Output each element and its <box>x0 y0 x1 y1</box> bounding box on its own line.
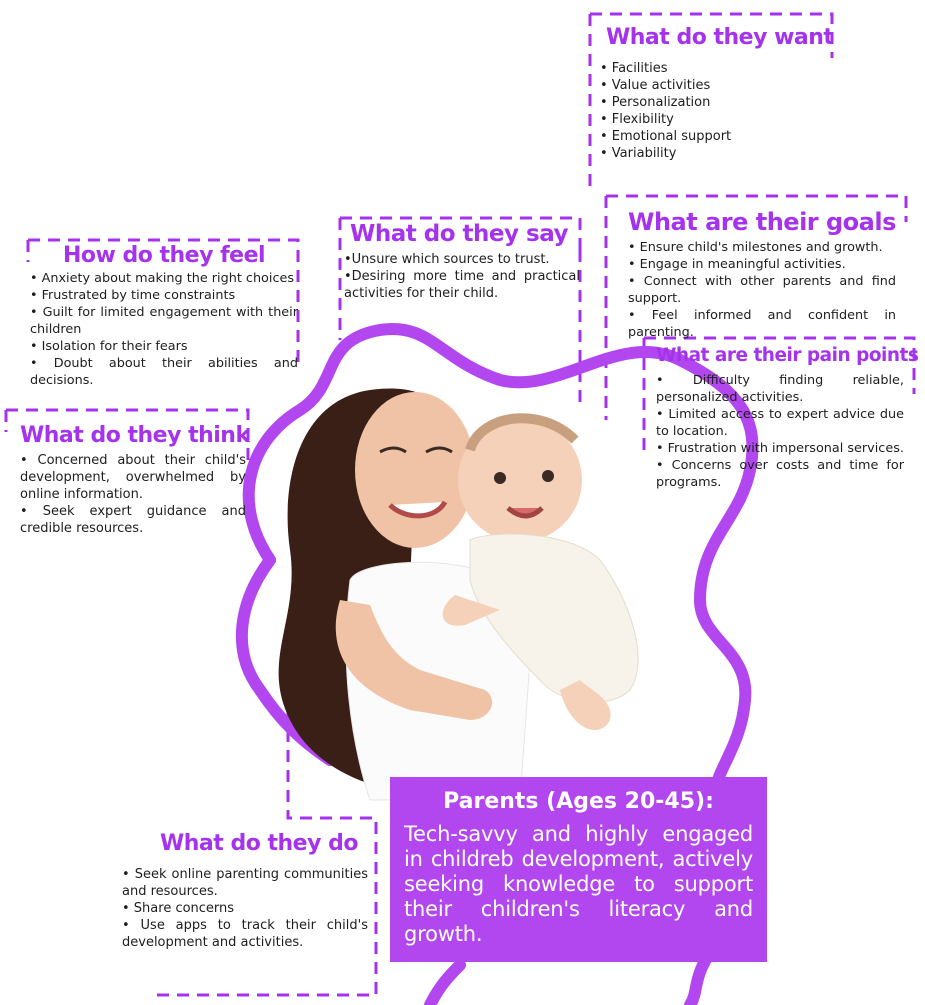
list-item: •Unsure which sources to trust. <box>344 252 550 268</box>
list-item: • Isolation for their fears <box>30 339 188 355</box>
think-title: What do they think <box>20 423 250 448</box>
list-item: • Share concerns <box>122 901 235 917</box>
persona-description: Tech-savvy and highly engaged in childreb development, actively seeking knowledge to support their children's literacy and growth. <box>404 822 753 946</box>
list-item: • Feel informed and confident in parenting. <box>628 308 896 341</box>
do-title: What do they do <box>160 831 358 856</box>
want-title: What do they want <box>606 25 834 50</box>
list-item: • Seek expert guidance and credible resources. <box>20 504 246 537</box>
do-section <box>122 832 368 951</box>
goals-list <box>628 239 896 341</box>
list-item: • Frustration with impersonal services. <box>656 441 904 457</box>
list-item: • Guilt for limited engagement with their children <box>30 305 298 338</box>
want-list <box>600 60 840 162</box>
list-item: • Personalization <box>600 95 711 111</box>
goals-title: What are their goals <box>628 208 896 236</box>
list-item: • Concerns over costs and time for programs. <box>656 458 904 491</box>
pain-points-title: What are their pain points <box>656 345 919 366</box>
list-item: •Desiring more time and practical activities for their child. <box>344 269 580 302</box>
feel-section <box>30 244 298 389</box>
list-item: • Value activities <box>600 78 711 94</box>
list-item: • Frustrated by time constraints <box>30 288 236 304</box>
persona-title: Parents (Ages 20-45): <box>443 789 714 814</box>
list-item: • Doubt about their abilities and decisions. <box>30 356 298 389</box>
list-item: • Engage in meaningful activities. <box>628 257 846 273</box>
feel-title: How do they feel <box>62 243 266 268</box>
say-title: What do they say <box>350 221 569 247</box>
list-item: • Anxiety about making the right choices <box>30 271 295 287</box>
list-item: • Flexibility <box>600 112 674 128</box>
think-list <box>20 452 246 537</box>
list-item: • Facilities <box>600 61 668 77</box>
feel-list <box>30 270 298 389</box>
persona-summary-box <box>390 777 767 962</box>
list-item: • Use apps to track their child's development and activities. <box>122 918 368 951</box>
say-list <box>344 251 580 302</box>
list-item: • Variability <box>600 146 677 162</box>
think-section <box>20 423 250 537</box>
mother-face <box>355 392 475 548</box>
list-item: • Limited access to expert advice due to location. <box>656 407 904 440</box>
list-item: • Difficulty finding reliable, personalized activities. <box>656 373 904 406</box>
list-item: • Concerned about their child's development, overwhelmed by online information. <box>20 453 246 503</box>
list-item: • Seek online parenting communities and resources. <box>122 867 368 900</box>
do-list <box>122 866 368 951</box>
list-item: • Connect with other parents and find support. <box>628 274 896 307</box>
goals-section <box>628 209 896 341</box>
pain-points-section <box>656 345 919 491</box>
mother-baby-photo <box>230 360 700 820</box>
pain-points-list <box>656 372 904 491</box>
want-section <box>600 26 840 162</box>
say-section <box>344 222 580 302</box>
list-item: • Ensure child's milestones and growth. <box>628 240 883 256</box>
list-item: • Emotional support <box>600 129 732 145</box>
